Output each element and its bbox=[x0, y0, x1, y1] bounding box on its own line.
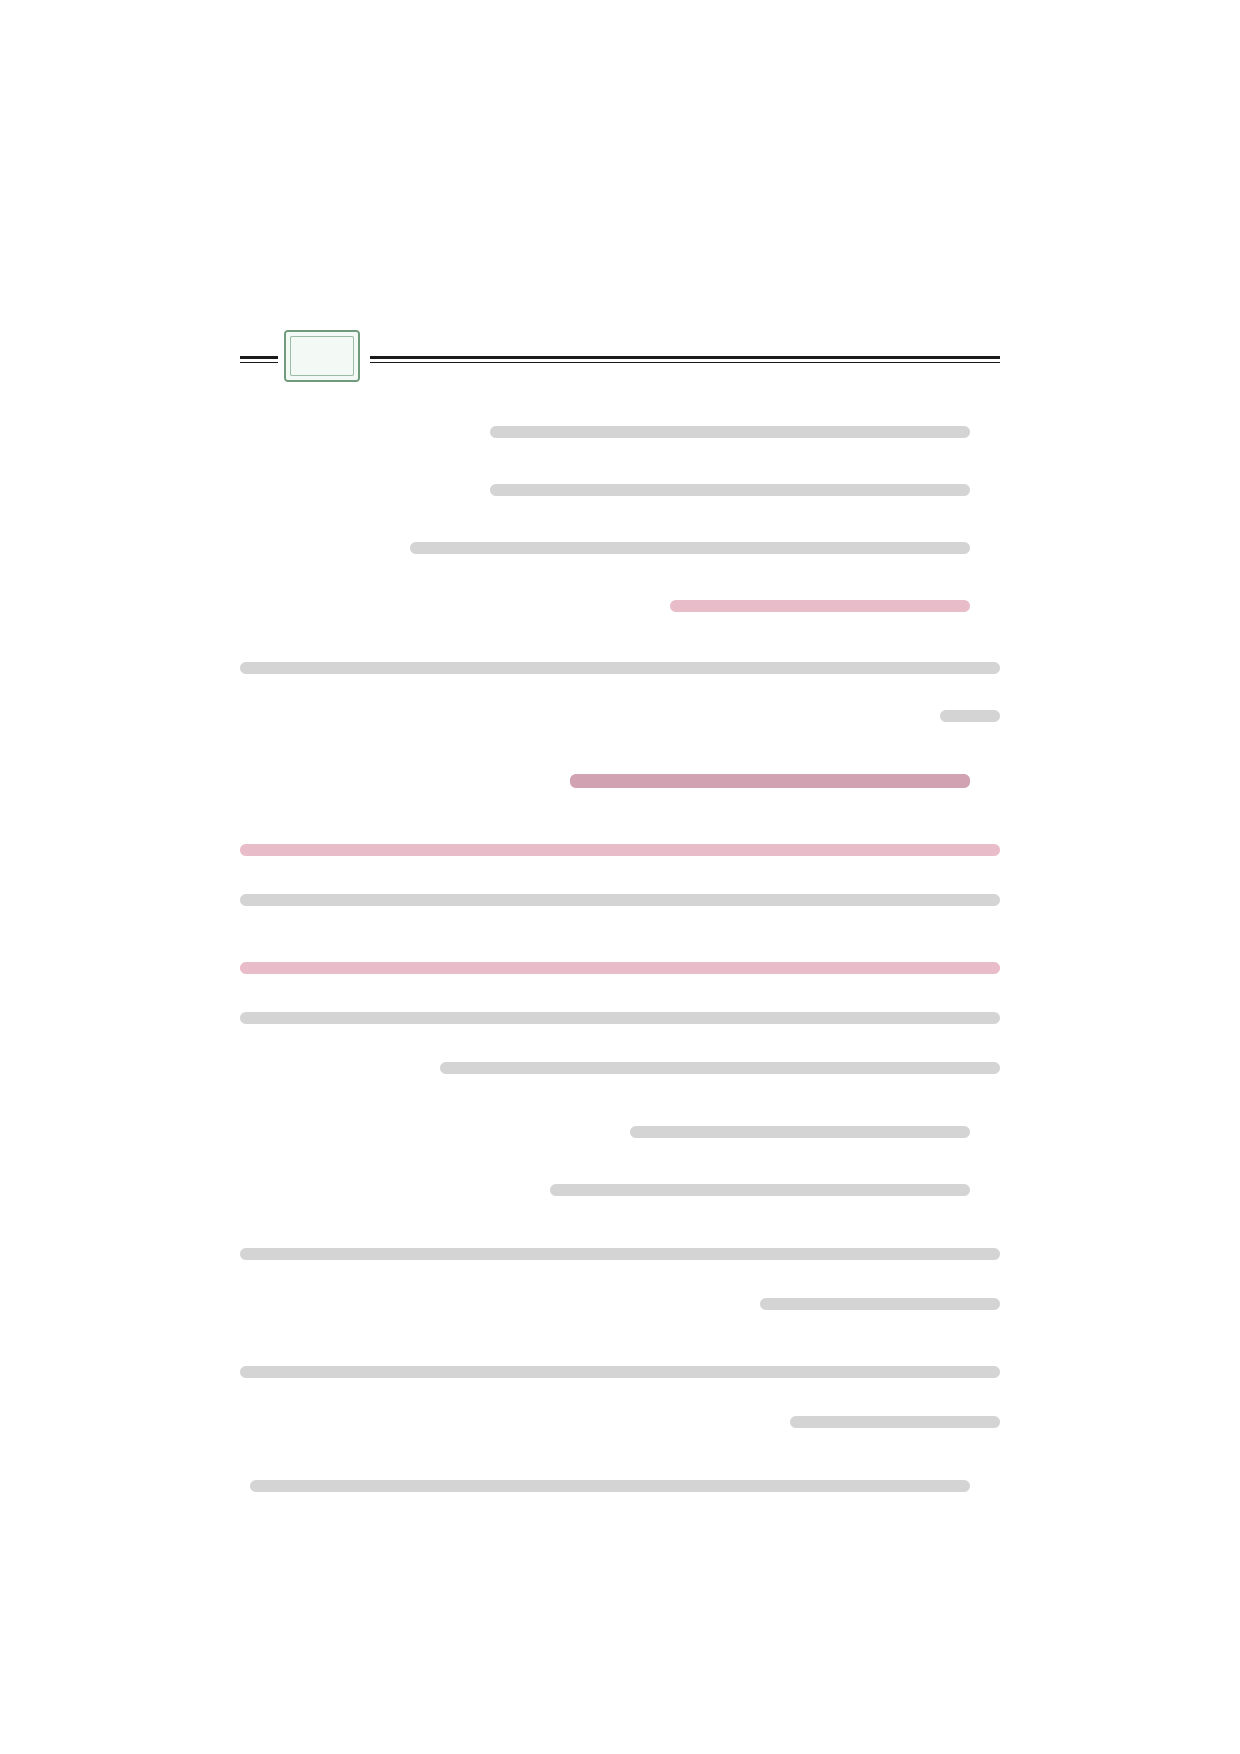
paragraph-line bbox=[240, 1234, 1000, 1274]
page-number-badge bbox=[284, 330, 360, 382]
paragraph-line bbox=[630, 1112, 970, 1152]
paragraph-line bbox=[790, 1402, 1000, 1442]
header-rule-left-thick bbox=[240, 356, 278, 359]
section-heading bbox=[570, 760, 970, 800]
chapter-title bbox=[580, 318, 1000, 352]
paragraph-line bbox=[240, 880, 1000, 920]
header-rule-right-thick bbox=[370, 356, 1000, 359]
paragraph-line bbox=[670, 586, 970, 626]
paragraph-line bbox=[490, 412, 970, 452]
paragraph-line bbox=[490, 470, 970, 510]
paragraph-line bbox=[240, 998, 1000, 1038]
paragraph-line bbox=[550, 1170, 970, 1210]
paragraph-line bbox=[250, 1466, 970, 1506]
paragraph-line bbox=[240, 830, 1000, 870]
header-rule-left-thin bbox=[240, 362, 278, 363]
paragraph-line bbox=[760, 1284, 1000, 1324]
paragraph-line bbox=[940, 696, 1000, 736]
paragraph-line bbox=[240, 648, 1000, 688]
paragraph-line bbox=[240, 1352, 1000, 1392]
paragraph-line bbox=[240, 948, 1000, 988]
header-rule-right-thin bbox=[370, 362, 1000, 363]
paragraph-line bbox=[440, 1048, 1000, 1088]
paragraph-line bbox=[410, 528, 970, 568]
